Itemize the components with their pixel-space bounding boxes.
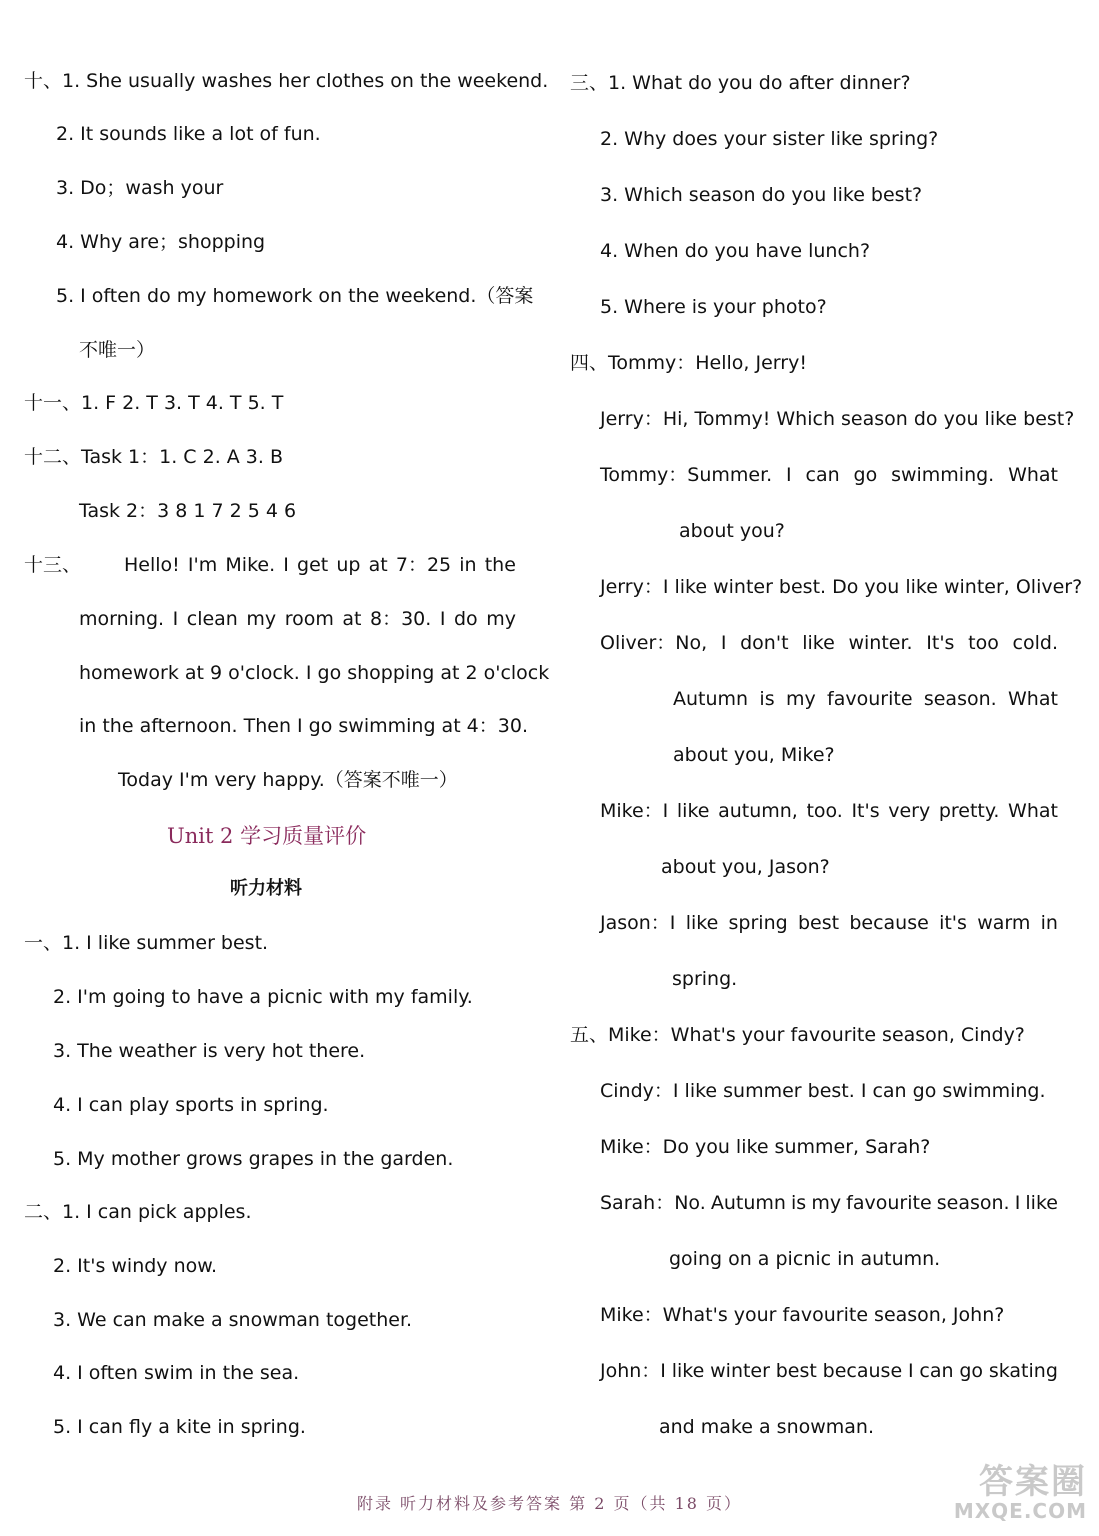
s4-line5 xyxy=(600,630,1058,656)
word: like xyxy=(1025,1192,1058,1214)
s1-line1: 一、1. I like summer best. xyxy=(24,932,269,954)
word: go xyxy=(959,1360,984,1382)
word: Hello! xyxy=(124,554,180,576)
word: is xyxy=(759,688,775,710)
word: in xyxy=(459,554,477,576)
word: like xyxy=(685,912,719,934)
s12-task2: Task 2：3 8 1 7 2 5 4 6 xyxy=(79,500,297,522)
s4-line7-cont: spring. xyxy=(672,968,738,990)
s13-line3: homework at 9 o'clock. I go shopping at 2 o'clock xyxy=(79,662,550,684)
word: like xyxy=(802,632,835,654)
word: warm xyxy=(977,912,1031,934)
s10-line5-cont: 不唯一） xyxy=(79,339,156,361)
s11-answers: 十一、1. F 2. T 3. T 4. T 5. T xyxy=(24,392,284,414)
word: I xyxy=(907,1360,914,1382)
word: Autumn xyxy=(673,688,749,710)
word: I xyxy=(283,554,289,576)
s5-line4 xyxy=(600,1190,1058,1216)
word: winter. xyxy=(848,632,913,654)
word: 8：30. xyxy=(370,608,432,630)
word: pretty. xyxy=(938,800,1000,822)
s13-line4: in the afternoon. Then I go swimming at 4：30. xyxy=(79,715,528,737)
s10-line4: 4. Why are；shopping xyxy=(56,231,266,253)
word: room xyxy=(284,608,334,630)
s5-line2: Cindy：I like summer best. I can go swimming. xyxy=(600,1080,1046,1102)
word: Jason：I xyxy=(600,912,676,934)
word: it's xyxy=(939,912,967,934)
word: What xyxy=(1008,688,1058,710)
s1-line3: 3. The weather is very hot there. xyxy=(53,1040,366,1062)
watermark-cn: 答案圈 xyxy=(979,1462,1087,1502)
word: Mike：I xyxy=(600,800,669,822)
watermark-logo xyxy=(937,1464,1087,1526)
word: I xyxy=(786,464,792,486)
page-footer: 附录 听力材料及参考答案 第 2 页（共 18 页） xyxy=(356,1494,743,1513)
word: go xyxy=(853,464,878,486)
s5-line5: Mike：What's your favourite season, John? xyxy=(600,1304,1005,1326)
s10-line1: 十、1. She usually washes her clothes on the weekend. xyxy=(24,70,549,92)
s4-line5-cont1 xyxy=(673,686,1058,712)
word: is xyxy=(791,1192,807,1214)
s13-line2 xyxy=(79,606,516,632)
s2-line5: 5. I can fly a kite in spring. xyxy=(53,1416,306,1438)
word: don't xyxy=(740,632,789,654)
word: my xyxy=(811,1192,842,1214)
word: I xyxy=(1014,1192,1021,1214)
word: in xyxy=(1040,912,1058,934)
word: 7：25 xyxy=(395,554,452,576)
word: the xyxy=(484,554,516,576)
word: Sarah：No. xyxy=(600,1192,706,1214)
word: Tommy：Summer. xyxy=(600,464,773,486)
s13-label: 十三、 xyxy=(24,554,82,576)
word: too xyxy=(968,632,999,654)
word: Mike. xyxy=(225,554,276,576)
word: What xyxy=(1008,800,1058,822)
word: at xyxy=(368,554,388,576)
word: spring xyxy=(728,912,788,934)
s4-line4: Jerry：I like winter best. Do you like winter, Oliver? xyxy=(600,576,1083,598)
s3-line1: 三、1. What do you do after dinner? xyxy=(570,72,911,94)
s4-line6-cont: about you, Jason? xyxy=(661,856,830,878)
word: very xyxy=(888,800,931,822)
s5-line3: Mike：Do you like summer, Sarah? xyxy=(600,1136,931,1158)
word: John：I xyxy=(600,1360,666,1382)
s1-line4: 4. I can play sports in spring. xyxy=(53,1094,329,1116)
s3-line3: 3. Which season do you like best? xyxy=(600,184,923,206)
word: can xyxy=(805,464,840,486)
s3-line2: 2. Why does your sister like spring? xyxy=(600,128,939,150)
word: too. xyxy=(806,800,843,822)
s4-line5-cont2: about you, Mike? xyxy=(673,744,835,766)
word: up xyxy=(336,554,361,576)
s1-line2: 2. I'm going to have a picnic with my family. xyxy=(53,986,473,1008)
s5-line6-cont: and make a snowman. xyxy=(659,1416,875,1438)
word: at xyxy=(342,608,362,630)
word: I'm xyxy=(187,554,218,576)
word: I xyxy=(720,632,727,654)
word: like xyxy=(671,1360,705,1382)
s1-line5: 5. My mother grows grapes in the garden. xyxy=(53,1148,454,1170)
s10-line5: 5. I often do my homework on the weekend.（答案 xyxy=(56,285,534,307)
word: because xyxy=(822,1360,903,1382)
word: morning. xyxy=(79,608,165,630)
s4-line2: Jerry：Hi, Tommy! Which season do you like best? xyxy=(600,408,1075,430)
s2-line4: 4. I often swim in the sea. xyxy=(53,1362,300,1384)
word: my xyxy=(785,688,816,710)
s13-line1 xyxy=(124,552,516,578)
word: winter xyxy=(710,1360,770,1382)
word: It's xyxy=(851,800,880,822)
s13-line5: Today I'm very happy.（答案不唯一） xyxy=(118,769,458,791)
word: favourite xyxy=(846,1192,932,1214)
word: do xyxy=(453,608,478,630)
word: I xyxy=(172,608,179,630)
word: favourite xyxy=(827,688,913,710)
s3-line4: 4. When do you have lunch? xyxy=(600,240,871,262)
word: best xyxy=(775,1360,817,1382)
word: because xyxy=(849,912,929,934)
watermark-en: MXQE.COM xyxy=(953,1499,1087,1523)
s2-line1: 二、1. I can pick apples. xyxy=(24,1201,252,1223)
s4-line6 xyxy=(600,798,1058,824)
s2-line3: 3. We can make a snowman together. xyxy=(53,1309,413,1331)
s12-task1: 十二、Task 1：1. C 2. A 3. B xyxy=(24,446,284,468)
s2-line2: 2. It's windy now. xyxy=(53,1255,218,1277)
word: autumn, xyxy=(718,800,798,822)
word: season. xyxy=(936,1192,1010,1214)
word: Oliver：No, xyxy=(600,632,708,654)
s5-line1: 五、Mike：What's your favourite season, Cindy? xyxy=(570,1024,1025,1046)
word: my xyxy=(486,608,516,630)
word: What xyxy=(1008,464,1058,486)
s4-line3 xyxy=(600,462,1058,488)
s10-line2: 2. It sounds like a lot of fun. xyxy=(56,123,321,145)
word: swimming. xyxy=(891,464,995,486)
unit-title: Unit 2 学习质量评价 xyxy=(167,824,367,848)
word: best xyxy=(797,912,840,934)
s5-line6 xyxy=(600,1358,1058,1384)
word: like xyxy=(676,800,710,822)
word: Autumn xyxy=(710,1192,786,1214)
s4-line7 xyxy=(600,910,1058,936)
word: get xyxy=(297,554,329,576)
word: It's xyxy=(926,632,955,654)
s10-line3: 3. Do；wash your xyxy=(56,177,224,199)
s4-line1: 四、Tommy：Hello, Jerry! xyxy=(570,352,807,374)
word: season. xyxy=(923,688,997,710)
s3-line5: 5. Where is your photo? xyxy=(600,296,827,318)
word: I xyxy=(439,608,446,630)
word: skating xyxy=(988,1360,1058,1382)
s5-line4-cont: going on a picnic in autumn. xyxy=(669,1248,941,1270)
word: my xyxy=(246,608,277,630)
word: clean xyxy=(186,608,238,630)
s4-line3-cont: about you? xyxy=(679,520,785,542)
word: can xyxy=(919,1360,954,1382)
section-subtitle: 听力材料 xyxy=(230,878,302,899)
word: cold. xyxy=(1012,632,1058,654)
